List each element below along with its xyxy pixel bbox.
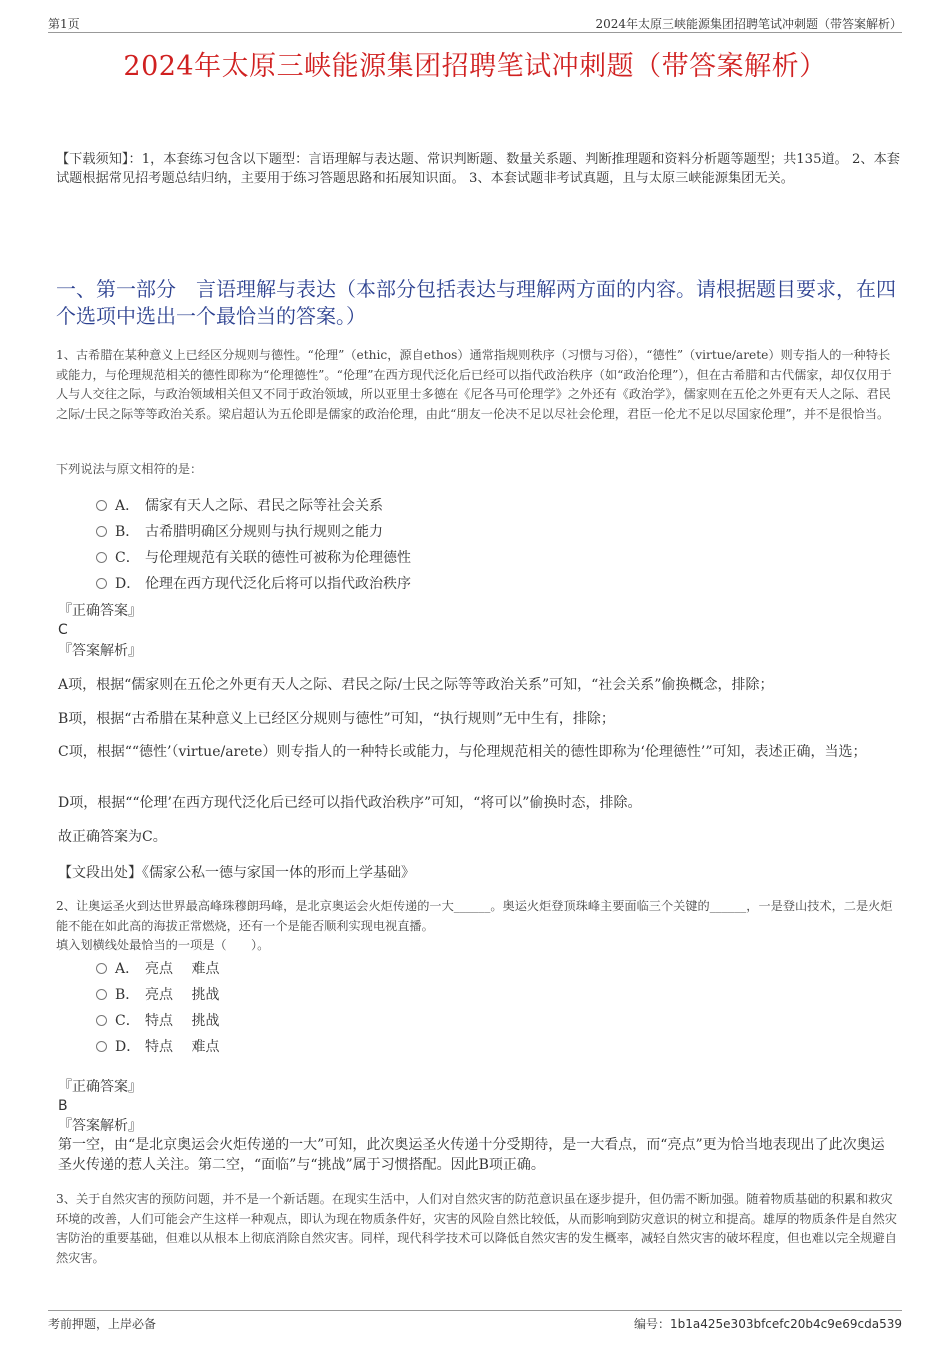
text-source: 【文段出处】《儒家公私一德与家国一体的形而上学基础》 <box>58 865 415 881</box>
analysis-label: 『答案解析』 <box>58 1118 142 1134</box>
analysis-line: 故正确答案为C。 <box>58 829 167 845</box>
radio-icon[interactable] <box>96 552 107 563</box>
section-heading: 一、第一部分 言语理解与表达（本部分包括表达与理解两方面的内容。请根据题目要求，在四个选项中选出一个最恰当的答案。） <box>56 277 896 328</box>
question-1-options <box>96 493 411 597</box>
analysis-line: B项，根据“古希腊在某种意义上已经区分规则与德性”可知，“执行规则”无中生有，排除； <box>58 711 615 727</box>
option-b[interactable]: B． 亮点 挑战 <box>96 982 219 1008</box>
option-a[interactable]: A． 儒家有天人之际、君民之际等社会关系 <box>96 493 411 519</box>
page-footer <box>48 1310 902 1329</box>
analysis-text: 第一空，由“是北京奥运会火炬传递的一大”可知，此次奥运圣火传递十分受期待，是一大看点，而“亮点”更为恰当地表现出了此次奥运圣火传递的惹人关注。第二空，“面临”与“挑战”属于习惯搭配。因此B项正确。 <box>58 1137 885 1173</box>
footer-slogan: 考前押题，上岸必备 <box>48 1317 157 1331</box>
analysis-line: C项，根据““德性’（virtue/arete）则专指人的一种特长或能力，与伦理规范相关的德性即称为‘伦理德性’”可知，表述正确，当选； <box>58 744 867 760</box>
question-2-options <box>96 956 219 1060</box>
radio-icon[interactable] <box>96 1015 107 1026</box>
radio-icon[interactable] <box>96 578 107 589</box>
question-2-text: 2、让奥运圣火到达世界最高峰珠穆朗玛峰，是北京奥运会火炬传递的一大______。奥运火炬登顶珠峰主要面临三个关键的______，一是登山技术，二是火炬能不能在如此高的海拔正常燃烧，还有一个是能否顺利实现电视直播。 <box>56 899 893 933</box>
document-code: 编号：1b1a425e303bfcefc20b4c9e69cda539 <box>634 1317 902 1331</box>
answer-label: 『正确答案』 <box>58 603 142 619</box>
radio-icon[interactable] <box>96 989 107 1000</box>
document-title: 2024年太原三峡能源集团招聘笔试冲刺题（带答案解析） <box>123 51 827 82</box>
question-1-text: 1、古希腊在某种意义上已经区分规则与德性。“伦理”（ethic，源自ethos）通常指规则秩序（习惯与习俗），“德性”（virtue/arete）则专指人的一种特长或能力，与伦理规范相关的德性即称为“伦理德性”。“伦理”在西方现代泛化后已经可以指代政治秩序（如“政治伦理”），但在古希腊和古代儒家，却仅仅用于人与人交往之际，与政治领域相关但又不同于政治领域，所以亚里士多德在《尼各马可伦理学》之外还有《政治学》，儒家则在五伦之外更有天人之际、君民之际/士民之际等等政治关系。梁启超认为五伦即是儒家的政治伦理，由此“朋友一伦决不足以尽社会伦理，君臣一伦尤不足以尽国家伦理”，并不是很恰当。 <box>56 348 892 421</box>
option-c[interactable]: C． 特点 挑战 <box>96 1008 219 1034</box>
option-a[interactable]: A． 亮点 难点 <box>96 956 219 982</box>
radio-icon[interactable] <box>96 500 107 511</box>
radio-icon[interactable] <box>96 526 107 537</box>
download-notice: 【下载须知】：1，本套练习包含以下题型：言语理解与表达题、常识判断题、数量关系题、判断推理题和资料分析题等题型；共135道。 2、本套试题根据常见招考题总结归纳，主要用于练习答题思路和拓展知识面。 3、本套试题非考试真题，且与太原三峡能源集团无关。 <box>56 152 900 186</box>
header-title: 2024年太原三峡能源集团招聘笔试冲刺题（带答案解析） <box>595 17 902 31</box>
analysis-label: 『答案解析』 <box>58 643 142 659</box>
option-d[interactable]: D． 伦理在西方现代泛化后将可以指代政治秩序 <box>96 571 411 597</box>
question-1-prompt: 下列说法与原文相符的是： <box>56 462 203 476</box>
option-c[interactable]: C． 与伦理规范有关联的德性可被称为伦理德性 <box>96 545 411 571</box>
correct-answer: B <box>58 1098 68 1114</box>
radio-icon[interactable] <box>96 963 107 974</box>
page-number: 第1页 <box>48 17 80 31</box>
option-d[interactable]: D． 特点 难点 <box>96 1034 219 1060</box>
question-2-prompt: 填入划横线处最恰当的一项是（ ）。 <box>56 938 270 952</box>
option-b[interactable]: B． 古希腊明确区分规则与执行规则之能力 <box>96 519 411 545</box>
analysis-line: A项，根据“儒家则在五伦之外更有天人之际、君民之际/士民之际等等政治关系”可知，“社会关系”偷换概念，排除； <box>58 677 774 693</box>
analysis-line: D项，根据““伦理’在西方现代泛化后已经可以指代政治秩序”可知，“将可以”偷换时态，排除。 <box>58 795 642 811</box>
page-header <box>48 14 902 33</box>
question-3-text: 3、关于自然灾害的预防问题，并不是一个新话题。在现实生活中，人们对自然灾害的防范意识虽在逐步提升，但仍需不断加强。随着物质基础的积累和救灾环境的改善，人们可能会产生这样一种观点，即认为现在物质条件好，灾害的风险自然比较低，从而影响到防灾意识的树立和提高。雄厚的物质条件是自然灾害防治的重要基础，但难以从根本上彻底消除自然灾害。同样，现代科学技术可以降低自然灾害的发生概率，减轻自然灾害的破坏程度，但也难以完全规避自然灾害。 <box>56 1192 897 1265</box>
radio-icon[interactable] <box>96 1041 107 1052</box>
correct-answer: C <box>58 622 68 638</box>
answer-label: 『正确答案』 <box>58 1079 142 1095</box>
